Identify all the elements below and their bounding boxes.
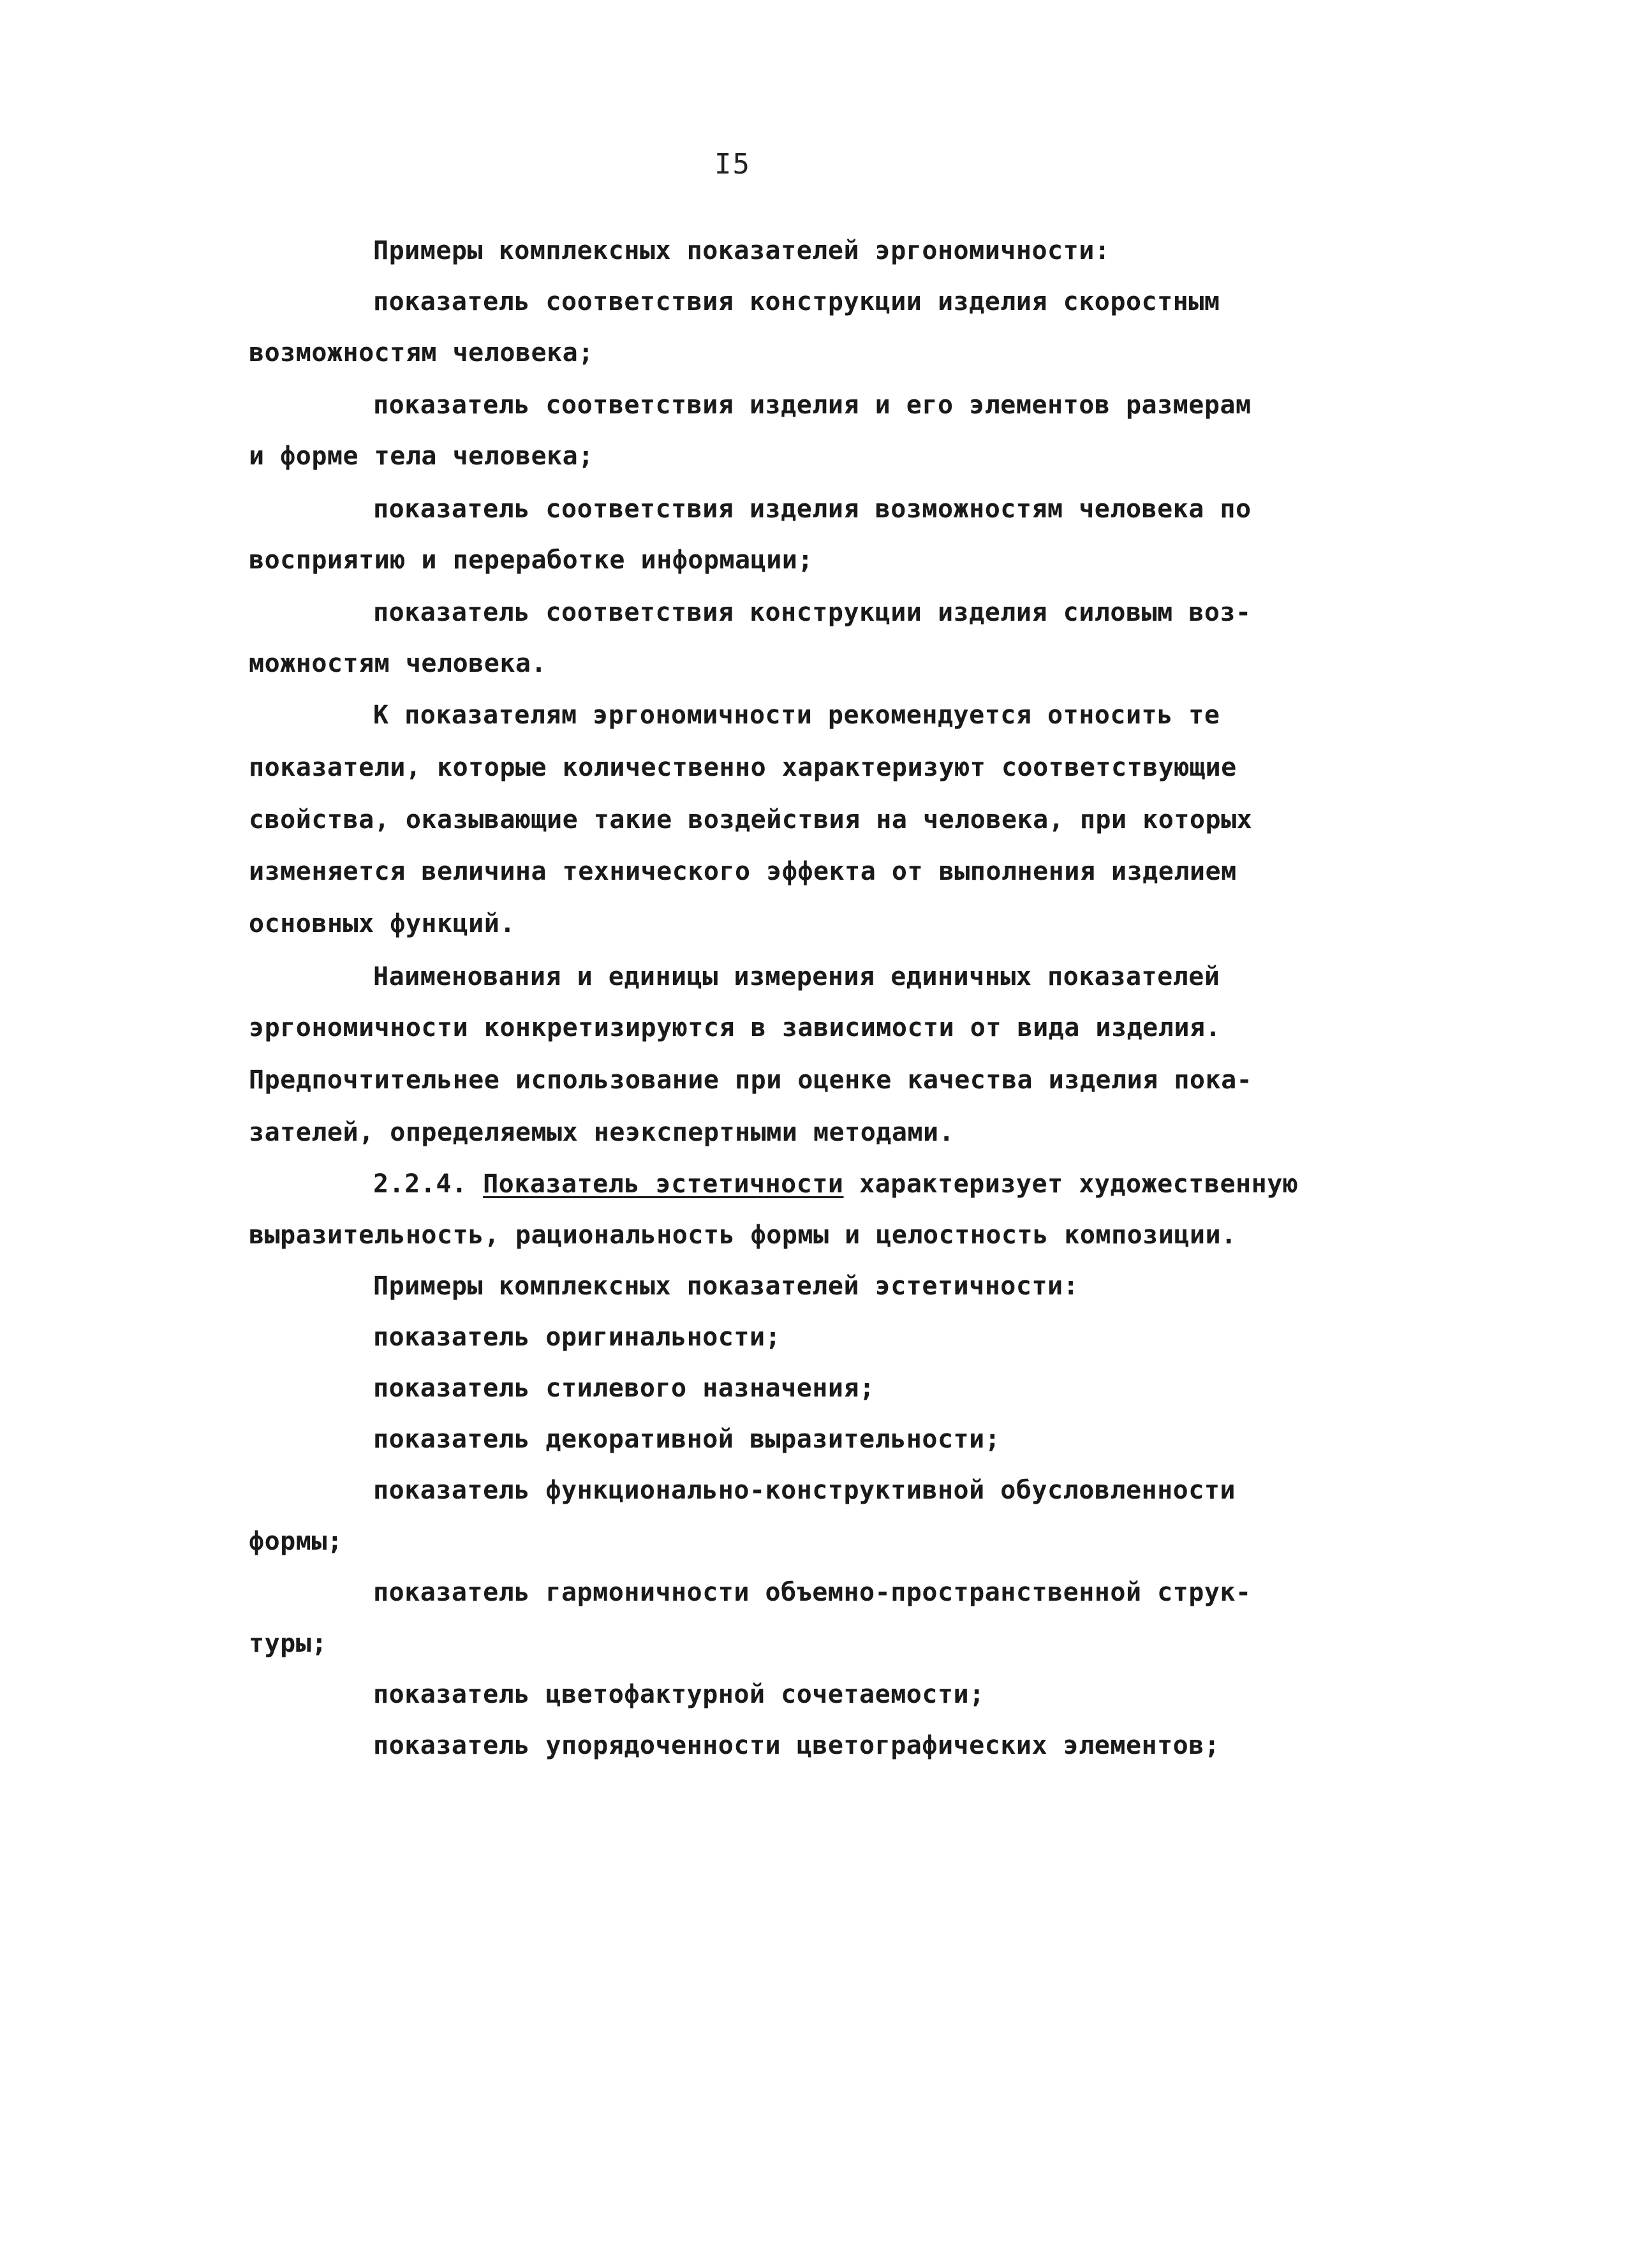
- text-line: основных функций.: [249, 909, 515, 938]
- text-line: показатели, которые количественно характеризуют соответствующие: [249, 753, 1237, 782]
- text-line: туры;: [249, 1629, 327, 1658]
- text-line: выразительность, рациональность формы и целостность композиции.: [249, 1220, 1237, 1250]
- text-line: показатель цветофактурной сочетаемости;: [373, 1680, 985, 1709]
- text-line: формы;: [249, 1527, 343, 1556]
- text-line: показатель соответствия конструкции изделия скоростным: [373, 287, 1220, 316]
- text-line: восприятию и переработке информации;: [249, 545, 813, 575]
- text-line: показатель гармоничности объемно-пространственной струк-: [373, 1578, 1252, 1607]
- text-line: К показателям эргономичности рекомендуется относить те: [373, 700, 1220, 730]
- section-heading-line: [373, 1169, 1298, 1199]
- page-number: I5: [714, 148, 751, 181]
- section-number: 2.2.4.: [373, 1169, 468, 1199]
- text-line: показатель декоративной выразительности;: [373, 1425, 1001, 1454]
- text-line: возможностям человека;: [249, 338, 594, 367]
- text-line: Предпочтительнее использование при оценке качества изделия пока-: [249, 1065, 1253, 1095]
- section-term: Показатель эстетичности: [483, 1169, 844, 1199]
- text-line: зателей, определяемых неэкспертными методами.: [249, 1118, 955, 1147]
- section-text: характеризует художественную: [859, 1169, 1299, 1199]
- text-line: свойства, оказывающие такие воздействия на человека, при которых: [249, 805, 1253, 834]
- text-line: показатель соответствия конструкции изделия силовым воз-: [373, 598, 1252, 627]
- text-line: показатель соответствия изделия и его элементов размерам: [373, 390, 1252, 420]
- text-line: Примеры комплексных показателей эргономичности:: [373, 236, 1111, 265]
- text-line: можностям человека.: [249, 649, 547, 678]
- text-line: и форме тела человека;: [249, 441, 594, 471]
- text-line: показатель функционально-конструктивной обусловленности: [373, 1476, 1236, 1505]
- text-line: Наименования и единицы измерения единичных показателей: [373, 962, 1220, 991]
- text-line: показатель упорядоченности цветографических элементов;: [373, 1731, 1220, 1760]
- text-line: изменяется величина технического эффекта от выполнения изделием: [249, 857, 1237, 886]
- text-line: Примеры комплексных показателей эстетичности:: [373, 1271, 1079, 1301]
- text-line: показатель оригинальности;: [373, 1323, 781, 1352]
- text-line: показатель стилевого назначения;: [373, 1374, 875, 1403]
- text-line: показатель соответствия изделия возможностям человека по: [373, 494, 1252, 524]
- text-line: эргономичности конкретизируются в зависимости от вида изделия.: [249, 1013, 1222, 1042]
